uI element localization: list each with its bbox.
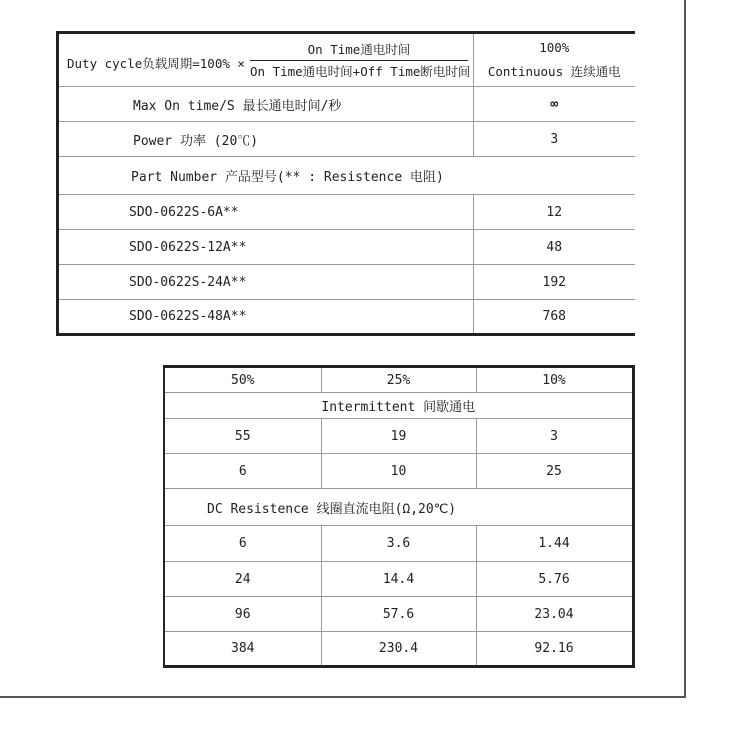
- table-row: [164, 526, 633, 562]
- resistence-25: 3.6: [321, 526, 476, 562]
- max-on-time-10: 3: [476, 419, 633, 454]
- power-value: 3: [474, 122, 635, 157]
- power-25: 10: [321, 454, 476, 489]
- part-value: 48: [474, 230, 635, 265]
- max-on-time-value: ∞: [474, 87, 635, 122]
- fraction-denominator: On Time通电时间+Off Time断电时间: [250, 64, 471, 79]
- resistence-10: 1.44: [476, 526, 633, 562]
- resistence-10: 23.04: [476, 597, 633, 632]
- table-row: [58, 300, 635, 335]
- table-row: [58, 265, 635, 300]
- fraction-numerator: On Time通电时间: [250, 40, 468, 61]
- resistence-25: 230.4: [321, 632, 476, 667]
- resistence-50: 24: [164, 562, 321, 597]
- mode-row: [164, 393, 633, 419]
- duty-cycle-10: 10%: [476, 367, 633, 393]
- part-number-header-row: [58, 157, 635, 195]
- resistence-50: 96: [164, 597, 321, 632]
- part-number-header-blank: [474, 157, 635, 195]
- power-row: [58, 122, 635, 157]
- table-row: [164, 597, 633, 632]
- power-10: 25: [476, 454, 633, 489]
- part-value: 192: [474, 265, 635, 300]
- max-on-time-row: [58, 87, 635, 122]
- max-on-time-25: 19: [321, 419, 476, 454]
- intermittent-label: Intermittent 间歇通电: [164, 393, 633, 419]
- part-value: 768: [474, 300, 635, 335]
- resistence-10: 92.16: [476, 632, 633, 667]
- part-name: SDO-0622S-24A**: [58, 265, 474, 300]
- table-row: [164, 632, 633, 667]
- duty-cycle-mode: Continuous 连续通电: [487, 64, 621, 79]
- power-row: [164, 454, 633, 489]
- duty-cycle-50: 50%: [164, 367, 321, 393]
- duty-cycle-percent: 100%: [539, 40, 570, 55]
- power-label: Power 功率 (20℃): [58, 122, 474, 157]
- spec-table-continuous: [56, 31, 635, 336]
- resistence-10: 5.76: [476, 562, 633, 597]
- resistence-25: 14.4: [321, 562, 476, 597]
- table-row: [58, 195, 635, 230]
- duty-cycle-value-cell: [474, 33, 635, 87]
- table-row: [58, 230, 635, 265]
- spec-table-intermittent: [163, 365, 635, 668]
- dc-resistence-header-row: [164, 489, 633, 526]
- part-number-header: Part Number 产品型号(** : Resistence 电阻): [58, 157, 474, 195]
- duty-cycle-fraction: [250, 40, 471, 81]
- max-on-time-50: 55: [164, 419, 321, 454]
- resistence-50: 6: [164, 526, 321, 562]
- duty-cycle-label: Duty cycle负载周期=100% ×: [67, 56, 245, 71]
- resistence-50: 384: [164, 632, 321, 667]
- table-row: [164, 562, 633, 597]
- part-value: 12: [474, 195, 635, 230]
- duty-cycle-row: [58, 33, 635, 87]
- part-name: SDO-0622S-6A**: [58, 195, 474, 230]
- max-on-time-row: [164, 419, 633, 454]
- duty-cycle-formula-cell: [58, 33, 474, 87]
- duty-cycle-row: [164, 367, 633, 393]
- part-name: SDO-0622S-12A**: [58, 230, 474, 265]
- dc-resistence-header: DC Resistence 线圈直流电阻(Ω,20℃): [164, 489, 633, 526]
- duty-cycle-25: 25%: [321, 367, 476, 393]
- resistence-25: 57.6: [321, 597, 476, 632]
- part-name: SDO-0622S-48A**: [58, 300, 474, 335]
- power-50: 6: [164, 454, 321, 489]
- max-on-time-label: Max On time/S 最长通电时间/秒: [58, 87, 474, 122]
